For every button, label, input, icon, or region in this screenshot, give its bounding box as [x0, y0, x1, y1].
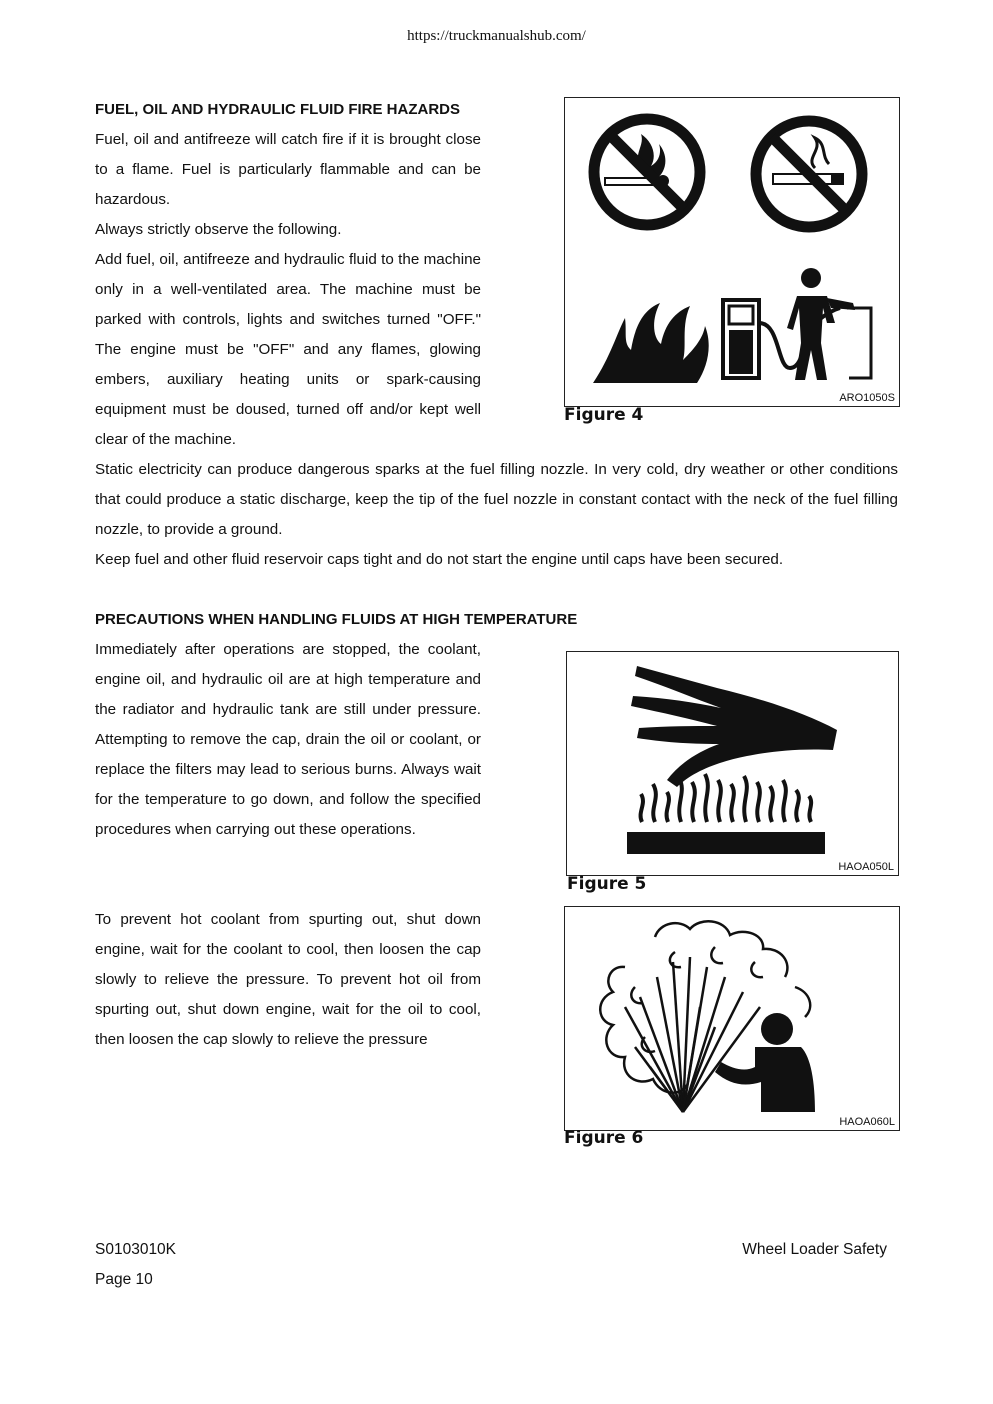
figure-6-caption: Figure 6: [564, 1128, 644, 1148]
section1-paragraph: Static electricity can produce dangerous sparks at the fuel filling nozzle. In very cold, dry weather or other conditions that could produce a static discharge, keep the tip of the fuel nozzle in constant contact with the neck of the fuel filling nozzle, to provide a ground.: [95, 461, 898, 538]
figure-4-code: ARO1050S: [839, 392, 895, 404]
section1-heading: FUEL, OIL AND HYDRAULIC FLUID FIRE HAZARDS: [95, 101, 460, 118]
section2-heading: PRECAUTIONS WHEN HANDLING FLUIDS AT HIGH TEMPERATURE: [95, 611, 578, 628]
no-smoking-icon: [756, 121, 862, 227]
section2-paragraph-2: To prevent hot coolant from spurting out, shut down engine, wait for the coolant to cool, then loosen the cap slowly to relieve the pressure. To prevent hot oil from spurting out, shut down engine, wait for the oil to cool, then loosen the cap slowly to relieve the pressure: [95, 911, 481, 1048]
figure-6: [564, 906, 900, 1131]
figure-4: [564, 97, 900, 407]
section2-paragraph-1: Immediately after operations are stopped, the coolant, engine oil, and hydraulic oil are at high temperature and the radiator and hydraulic tank are still under pressure. Attempting to remove the cap, drain the oil or coolant, or replace the filters may lead to serious burns. Always wait for the temperature to go down, and follow the specified procedures when carrying out these operations.: [95, 641, 481, 838]
section1-paragraph: Always strictly observe the following.: [95, 221, 342, 238]
figure-5-code: HAOA050L: [838, 861, 894, 873]
section1-paragraph: Fuel, oil and antifreeze will catch fire if it is brought close to a flame. Fuel is particularly flammable and can be hazardous.: [95, 131, 481, 208]
figure-5: [566, 651, 899, 876]
footer-title: Wheel Loader Safety: [742, 1241, 887, 1258]
hand-icon: [631, 666, 837, 787]
person-refueling-icon: [787, 268, 871, 380]
section1-column-text: [95, 125, 481, 455]
section1-wide-text: [95, 455, 898, 575]
footer-page-number: Page 10: [95, 1271, 153, 1288]
hot-surface-icon: [627, 774, 825, 854]
figure-4-caption: Figure 4: [564, 405, 644, 425]
no-open-flame-icon: [594, 119, 700, 225]
person-icon: [715, 1013, 815, 1112]
figure-6-code: HAOA060L: [839, 1116, 895, 1128]
section1-paragraph: Keep fuel and other fluid reservoir caps tight and do not start the engine until caps have been secured.: [95, 551, 784, 568]
section1-paragraph: Add fuel, oil, antifreeze and hydraulic fluid to the machine only in a well-ventilated area. The machine must be parked with controls, lights and switches turned "OFF." The engine must be "OFF" and any flames, glowing embers, auxiliary heating units or spark-causing equipment must be doused, turned off and/or kept well clear of the machine.: [95, 251, 481, 448]
flames-icon: [593, 303, 709, 383]
figure-5-caption: Figure 5: [567, 874, 647, 894]
header-url: https://truckmanualshub.com/: [407, 28, 586, 44]
footer-doc-code: S0103010K: [95, 1241, 177, 1258]
